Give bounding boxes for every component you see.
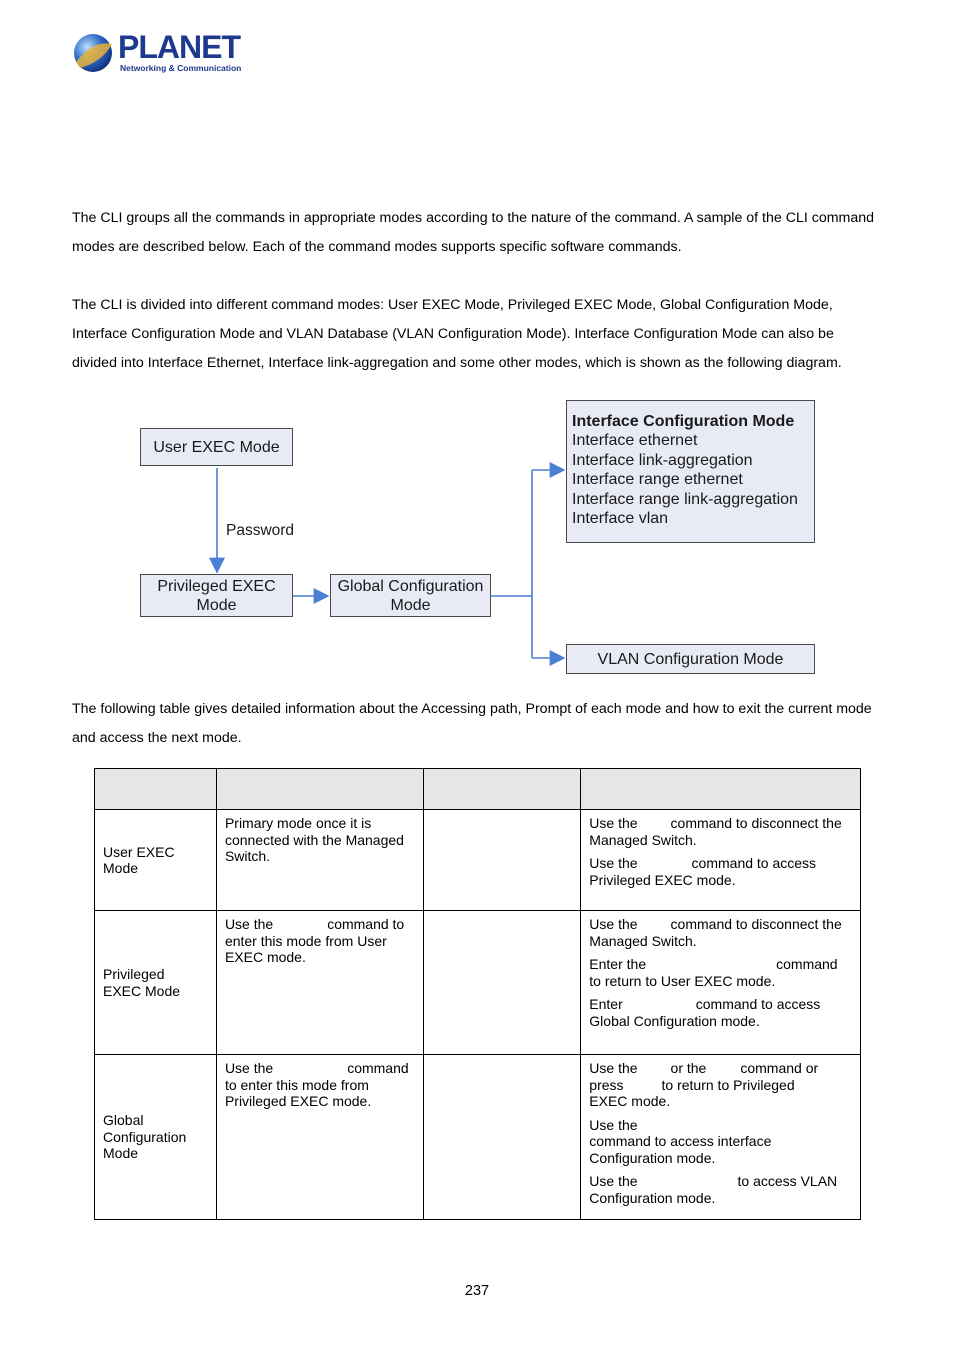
text-line: Interface Configuration Mode and VLAN Database (VLAN Configuration Mode). Interface Configuration Mode can also be: [72, 326, 834, 342]
exit-text: command or: [740, 1060, 819, 1076]
exit-text: command to access interface: [589, 1133, 772, 1149]
access-line: to enter this mode from: [224, 1076, 369, 1093]
mode-line: User EXEC: [103, 843, 175, 860]
interface-item: Interface ethernet: [572, 432, 698, 450]
exit-text: Use the: [589, 815, 638, 831]
exit-text: Enter: [589, 996, 623, 1012]
interface-item: Interface range ethernet: [572, 471, 743, 489]
privileged-exec-mode-box: [140, 574, 293, 617]
interface-item: Interface vlan: [572, 510, 669, 528]
exit-text: Managed Switch.: [589, 932, 697, 949]
table-row: [95, 1055, 861, 1220]
interface-item: Interface range link-aggregation: [572, 490, 798, 508]
exit-item: [589, 1173, 852, 1206]
header-cell: [581, 769, 861, 810]
exit-text: Privileged EXEC mode.: [589, 871, 736, 888]
exit-text: EXEC mode.: [589, 1093, 671, 1109]
exit-text: Configuration mode.: [589, 1149, 716, 1166]
vlan-conf-label: VLAN Configuration Mode: [597, 650, 784, 668]
access-cell: [216, 911, 423, 1055]
priv-exec-line: Mode: [196, 596, 237, 614]
mode-line: Mode: [103, 1145, 139, 1162]
header-cell: [216, 769, 423, 810]
interface-configuration-mode-box: [566, 400, 815, 543]
access-line: Switch.: [224, 848, 271, 864]
header-cell: [423, 769, 581, 810]
prompt-cell: [423, 911, 581, 1055]
planet-globe-icon: [72, 32, 114, 74]
prompt-cell: [423, 810, 581, 911]
priv-exec-line: Privileged EXEC: [157, 577, 276, 595]
exit-text: Use the: [589, 855, 638, 871]
mode-cell: [95, 1055, 217, 1220]
exit-text: Enter the: [589, 956, 647, 972]
access-line: connected with the Managed: [224, 831, 404, 848]
text-line: modes are described below. Each of the command modes supports specific software commands.: [72, 239, 682, 255]
exit-text: Use the: [589, 1060, 638, 1076]
brand-tagline: Networking & Communication: [120, 63, 242, 73]
exit-text: Configuration mode.: [589, 1189, 716, 1206]
table-header-row: [95, 769, 861, 810]
access-line: Privileged EXEC mode.: [224, 1093, 372, 1109]
exit-text: Use the: [589, 1116, 638, 1133]
exit-text: press: [589, 1076, 624, 1093]
brand-name: PLANET: [118, 29, 240, 65]
table-intro-paragraph: [72, 695, 892, 753]
access-line: enter this mode from User: [224, 932, 387, 949]
exit-text: Global Configuration mode.: [589, 1012, 760, 1029]
intro-paragraph-2: [72, 291, 892, 378]
exit-text: command to disconnect the: [670, 815, 842, 831]
exit-text: command to access: [691, 855, 817, 871]
user-exec-label: User EXEC Mode: [153, 438, 280, 456]
mode-line: Mode: [103, 860, 139, 876]
exit-text: Use the: [589, 1173, 638, 1189]
exit-text: command: [776, 956, 838, 972]
vlan-configuration-mode-box: [566, 644, 815, 674]
mode-line: Global: [103, 1112, 144, 1129]
exit-text: to return to User EXEC mode.: [589, 972, 776, 989]
exit-item: [589, 996, 852, 1029]
header-cell: [95, 769, 217, 810]
password-label: Password: [226, 522, 295, 539]
page-number: 237: [464, 1283, 490, 1299]
exit-item: [589, 1117, 852, 1167]
command-mode-diagram: [0, 390, 954, 690]
text-line: The CLI groups all the commands in appropriate modes according to the nature of the command. A sample of the CLI command: [72, 210, 875, 226]
exit-text: to access VLAN: [737, 1173, 838, 1189]
mode-line: Privileged: [103, 966, 165, 982]
exit-text: to return to Privileged: [661, 1076, 795, 1093]
mode-cell: [95, 810, 217, 911]
global-conf-line: Global Configuration: [337, 577, 484, 595]
intro-paragraph-1: [72, 204, 892, 262]
text-line: The CLI is divided into different command modes: User EXEC Mode, Privileged EXEC Mode, Global Configuration Mode,: [72, 297, 833, 313]
access-line: Primary mode once it is: [224, 815, 372, 831]
exit-text: command to access: [695, 996, 821, 1012]
global-configuration-mode-box: [330, 574, 491, 617]
exit-text: command to disconnect the: [670, 916, 842, 932]
exit-cell: [581, 1055, 861, 1220]
text-line: and access the next mode.: [72, 730, 242, 746]
prompt-cell: [423, 1055, 581, 1220]
table-row: [95, 911, 861, 1055]
access-text: command to: [327, 916, 405, 932]
text-line: divided into Interface Ethernet, Interface link-aggregation and some other modes, which is shown as the following diagram.: [72, 355, 842, 371]
access-line: EXEC mode.: [224, 949, 306, 965]
planet-logo: [72, 29, 242, 76]
exit-text: or the: [670, 1060, 707, 1076]
interface-box-title: Interface Configuration Mode: [572, 413, 795, 430]
access-text: Use the: [224, 1060, 274, 1076]
exit-text: Managed Switch.: [589, 831, 697, 848]
exit-item: [589, 956, 852, 989]
text-line: The following table gives detailed information about the Accessing path, Prompt of each mode and how to exit the current mode: [72, 701, 872, 717]
exit-text: Use the: [589, 916, 638, 932]
exit-item: [589, 916, 852, 949]
exit-item: [589, 855, 852, 888]
user-exec-mode-box: [140, 428, 293, 466]
mode-line: Configuration: [103, 1128, 187, 1145]
interface-item: Interface link-aggregation: [572, 451, 753, 469]
exit-item: [589, 815, 852, 848]
access-cell: [216, 810, 423, 911]
access-text: Use the: [224, 916, 274, 932]
exit-item: [589, 1060, 852, 1110]
access-cell: [216, 1055, 423, 1220]
table-row: [95, 810, 861, 911]
global-conf-line: Mode: [390, 596, 431, 614]
exit-cell: [581, 911, 861, 1055]
exit-cell: [581, 810, 861, 911]
mode-line: EXEC Mode: [103, 982, 181, 999]
access-text: command: [347, 1060, 409, 1076]
command-modes-table: [94, 768, 861, 1220]
mode-cell: [95, 911, 217, 1055]
